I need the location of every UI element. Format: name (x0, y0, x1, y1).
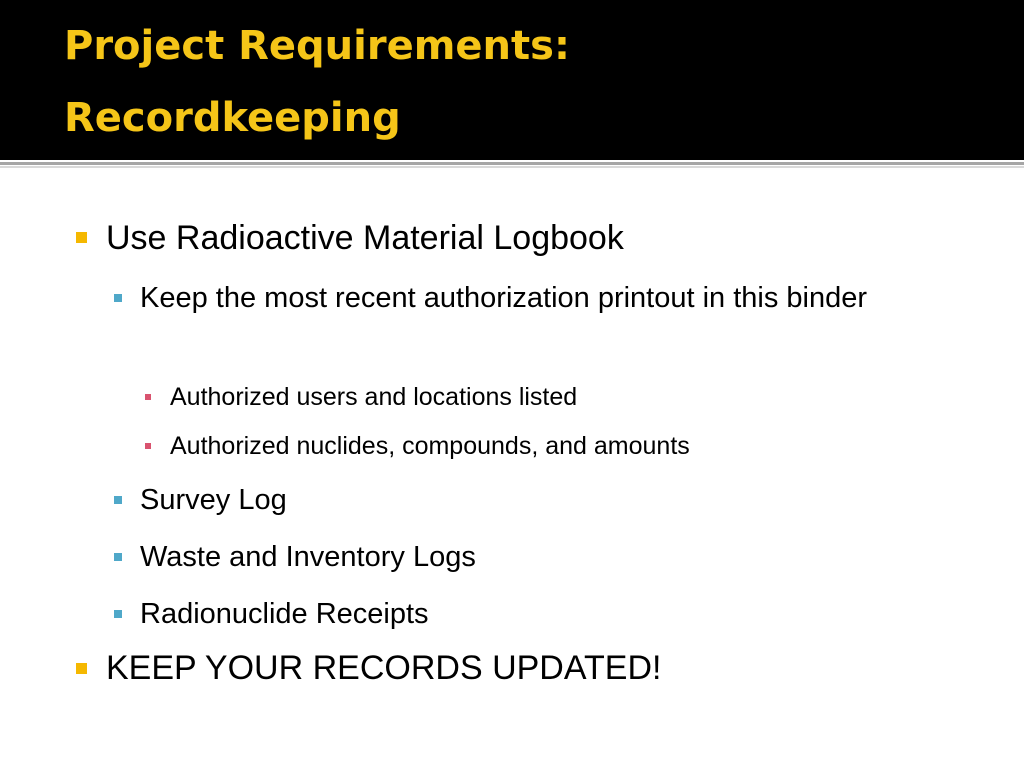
bullet-item-level2: Radionuclide Receipts (140, 598, 429, 630)
title-bar (0, 0, 1024, 160)
bullet-item-level3: Authorized nuclides, compounds, and amounts (170, 432, 690, 460)
bullet-item-level2: Keep the most recent authorization printout in this binder (140, 282, 868, 314)
square-bullet-icon (145, 443, 151, 449)
bullet-item-level1: Use Radioactive Material Logbook (106, 219, 624, 257)
slide-title-line-1: Project Requirements: (64, 23, 570, 69)
square-bullet-icon (114, 496, 122, 504)
bullet-item-level2: Waste and Inventory Logs (140, 541, 476, 573)
slide-title-line-2: Recordkeeping (64, 95, 401, 141)
square-bullet-icon (114, 294, 122, 302)
title-divider-shadow (0, 166, 1024, 168)
square-bullet-icon (145, 394, 151, 400)
square-bullet-icon (76, 232, 87, 243)
square-bullet-icon (76, 663, 87, 674)
bullet-item-level1: KEEP YOUR RECORDS UPDATED! (106, 649, 662, 687)
square-bullet-icon (114, 553, 122, 561)
bullet-item-level2: Survey Log (140, 484, 287, 516)
bullet-item-level3: Authorized users and locations listed (170, 383, 578, 411)
square-bullet-icon (114, 610, 122, 618)
title-divider (0, 162, 1024, 165)
